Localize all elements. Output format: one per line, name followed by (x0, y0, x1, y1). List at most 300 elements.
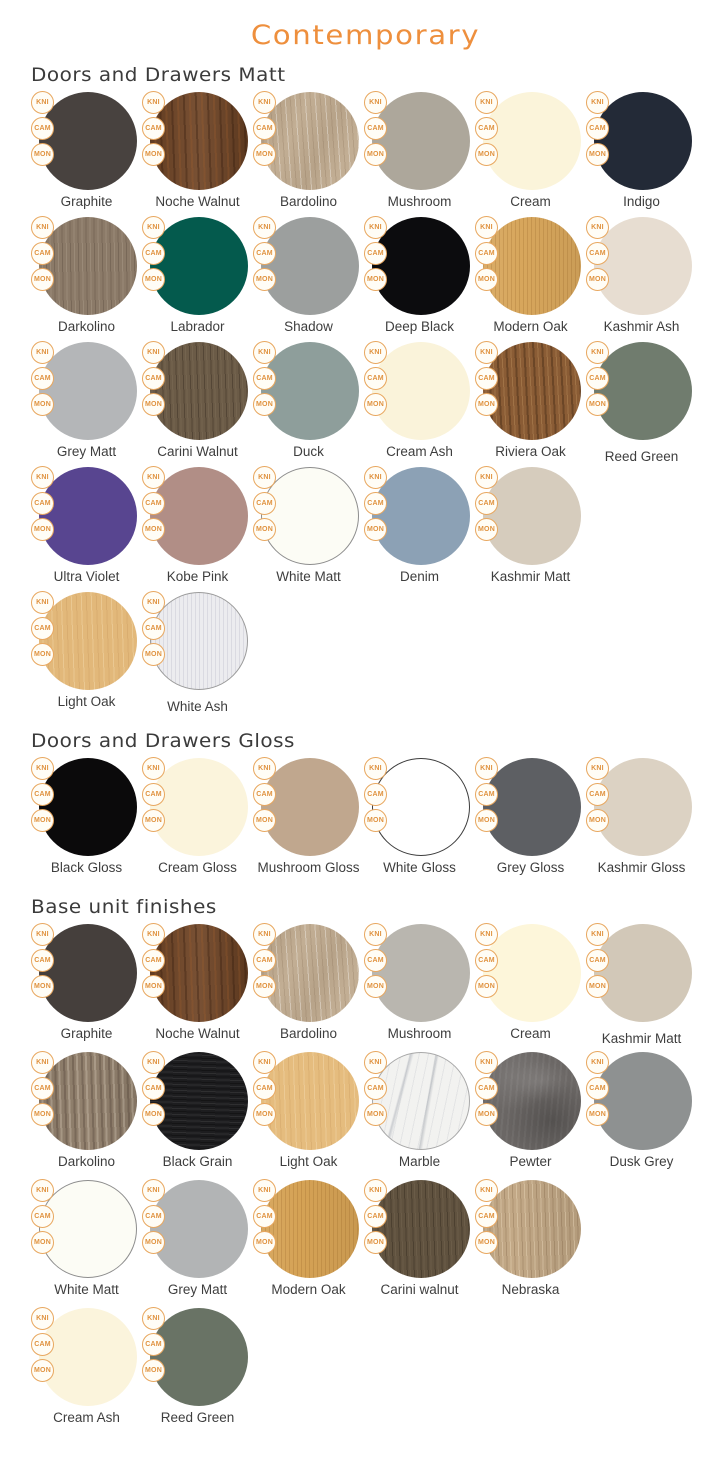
section-heading: Base unit finishes (31, 896, 217, 918)
range-badges (586, 1051, 609, 1126)
range-badges (364, 1179, 387, 1254)
range-badge-mon: MON (31, 975, 54, 998)
range-badge-mon: MON (142, 643, 165, 666)
range-badge-cam: CAM (364, 783, 387, 806)
range-badges (364, 757, 387, 832)
finish-swatch (586, 758, 697, 876)
range-badges (475, 1051, 498, 1126)
swatch-label: White Matt (54, 1282, 119, 1297)
range-badge-kni: KNI (253, 923, 276, 946)
finish-swatch (475, 342, 586, 460)
finish-swatch (475, 217, 586, 335)
range-badge-mon: MON (364, 1231, 387, 1254)
range-badge-cam: CAM (253, 242, 276, 265)
finish-swatch (253, 758, 364, 876)
range-badge-cam: CAM (31, 242, 54, 265)
range-badges (586, 341, 609, 416)
range-badges (364, 341, 387, 416)
range-badge-kni: KNI (142, 757, 165, 780)
range-badge-kni: KNI (31, 1179, 54, 1202)
range-badges (142, 1179, 165, 1254)
range-badge-mon: MON (142, 143, 165, 166)
range-badge-cam: CAM (475, 783, 498, 806)
finish-swatch (475, 92, 586, 210)
range-badges (253, 466, 276, 541)
range-badge-cam: CAM (142, 1205, 165, 1228)
range-badge-mon: MON (475, 809, 498, 832)
range-badge-cam: CAM (31, 117, 54, 140)
finish-swatch (364, 924, 475, 1042)
range-badge-cam: CAM (142, 242, 165, 265)
range-badge-kni: KNI (475, 466, 498, 489)
range-badge-mon: MON (142, 975, 165, 998)
range-badge-kni: KNI (364, 466, 387, 489)
range-badges (586, 216, 609, 291)
range-badges (364, 466, 387, 541)
range-badges (364, 1051, 387, 1126)
range-badge-cam: CAM (31, 1333, 54, 1356)
range-badge-cam: CAM (586, 367, 609, 390)
swatch-row (31, 467, 700, 585)
range-badge-kni: KNI (253, 91, 276, 114)
finish-swatch (31, 1180, 142, 1298)
swatch-label: Reed Green (604, 449, 679, 464)
range-badge-kni: KNI (364, 757, 387, 780)
range-badge-cam: CAM (586, 242, 609, 265)
range-badge-mon: MON (31, 268, 54, 291)
range-badge-kni: KNI (142, 1179, 165, 1202)
range-badge-kni: KNI (475, 91, 498, 114)
range-badges (586, 923, 609, 998)
finish-section (31, 730, 700, 876)
swatch-label: Darkolino (57, 1154, 116, 1169)
swatch-row (31, 1052, 700, 1170)
finish-swatch (364, 1180, 475, 1298)
range-badge-kni: KNI (253, 216, 276, 239)
range-badge-cam: CAM (253, 949, 276, 972)
finish-swatch (142, 342, 253, 460)
range-badge-kni: KNI (475, 341, 498, 364)
range-badge-kni: KNI (586, 923, 609, 946)
range-badge-kni: KNI (31, 341, 54, 364)
range-badges (253, 341, 276, 416)
finish-swatch (253, 342, 364, 460)
swatch-row (31, 592, 700, 714)
range-badge-kni: KNI (364, 341, 387, 364)
range-badges (31, 341, 54, 416)
range-badge-cam: CAM (364, 117, 387, 140)
range-badge-cam: CAM (475, 117, 498, 140)
swatch-label: Deep Black (384, 319, 455, 334)
range-badge-cam: CAM (253, 783, 276, 806)
finish-swatch (364, 342, 475, 460)
swatch-label: Cream Gloss (158, 860, 237, 875)
range-badge-mon: MON (364, 268, 387, 291)
swatch-label: Kobe Pink (166, 569, 229, 584)
swatch-label: Denim (399, 569, 439, 584)
finish-swatch (142, 467, 253, 585)
swatch-label: Nebraska (501, 1282, 560, 1297)
range-badge-mon: MON (142, 1231, 165, 1254)
section-heading: Doors and Drawers Gloss (31, 730, 295, 752)
range-badge-kni: KNI (31, 216, 54, 239)
range-badges (364, 91, 387, 166)
range-badges (475, 1179, 498, 1254)
swatch-label: Kashmir Gloss (597, 860, 686, 875)
range-badge-mon: MON (253, 1103, 276, 1126)
finish-swatch (586, 342, 697, 464)
finish-swatch (142, 924, 253, 1042)
range-badges (142, 216, 165, 291)
range-badge-cam: CAM (31, 617, 54, 640)
swatch-label: Light Oak (57, 694, 116, 709)
range-badge-mon: MON (253, 268, 276, 291)
swatch-row (31, 1180, 700, 1298)
range-badge-cam: CAM (31, 492, 54, 515)
finish-swatch (253, 924, 364, 1042)
range-badge-kni: KNI (142, 1051, 165, 1074)
range-badge-mon: MON (586, 1103, 609, 1126)
range-badge-cam: CAM (586, 783, 609, 806)
swatch-label: Shadow (284, 319, 333, 334)
swatch-label: Graphite (60, 194, 113, 209)
range-badges (364, 923, 387, 998)
range-badge-mon: MON (253, 975, 276, 998)
swatch-label: Reed Green (160, 1410, 235, 1425)
range-badge-cam: CAM (364, 242, 387, 265)
swatch-label: Cream Ash (386, 444, 453, 459)
range-badges (31, 757, 54, 832)
range-badge-mon: MON (31, 143, 54, 166)
finish-swatch (475, 1052, 586, 1170)
range-badge-cam: CAM (142, 949, 165, 972)
range-badge-mon: MON (475, 1103, 498, 1126)
swatch-row (31, 92, 700, 210)
finish-swatch (142, 1180, 253, 1298)
range-badges (586, 91, 609, 166)
range-badges (142, 591, 165, 666)
swatch-label: Mushroom (387, 1026, 452, 1041)
swatch-label: Noche Walnut (155, 1026, 240, 1041)
range-badge-kni: KNI (475, 757, 498, 780)
range-badges (253, 923, 276, 998)
swatch-label: Riviera Oak (495, 444, 566, 459)
range-badge-cam: CAM (142, 367, 165, 390)
range-badge-kni: KNI (142, 466, 165, 489)
range-badge-mon: MON (253, 143, 276, 166)
range-badge-cam: CAM (31, 367, 54, 390)
range-badge-kni: KNI (142, 91, 165, 114)
swatch-row (31, 1308, 700, 1426)
range-badge-mon: MON (31, 809, 54, 832)
range-badge-kni: KNI (142, 216, 165, 239)
finish-swatch (142, 758, 253, 876)
range-badge-mon: MON (475, 393, 498, 416)
finish-swatch (253, 92, 364, 210)
finish-swatch (31, 217, 142, 335)
finish-swatch (475, 1180, 586, 1298)
swatch-label: Mushroom (387, 194, 452, 209)
range-badges (586, 757, 609, 832)
range-badges (475, 757, 498, 832)
range-badge-mon: MON (475, 268, 498, 291)
swatch-label: Marble (398, 1154, 441, 1169)
range-badges (142, 1051, 165, 1126)
range-badge-cam: CAM (142, 1077, 165, 1100)
range-badge-kni: KNI (364, 923, 387, 946)
finish-swatch (31, 758, 142, 876)
finish-swatch (475, 467, 586, 585)
range-badge-kni: KNI (253, 466, 276, 489)
section-rows (31, 924, 700, 1426)
range-badge-kni: KNI (364, 91, 387, 114)
range-badges (253, 1179, 276, 1254)
range-badge-mon: MON (142, 518, 165, 541)
swatch-label: Indigo (623, 194, 660, 209)
finish-swatch (142, 592, 253, 714)
swatch-label: Kashmir Ash (603, 319, 680, 334)
range-badges (142, 91, 165, 166)
range-badges (142, 923, 165, 998)
range-badge-cam: CAM (586, 949, 609, 972)
range-badges (253, 1051, 276, 1126)
range-badges (253, 216, 276, 291)
range-badge-kni: KNI (253, 1051, 276, 1074)
swatch-label: Carini walnut (380, 1282, 459, 1297)
finish-swatch (31, 92, 142, 210)
range-badge-mon: MON (364, 1103, 387, 1126)
range-badge-cam: CAM (364, 492, 387, 515)
range-badge-kni: KNI (142, 1307, 165, 1330)
range-badge-cam: CAM (142, 492, 165, 515)
range-badge-mon: MON (253, 393, 276, 416)
range-badge-cam: CAM (586, 1077, 609, 1100)
range-badges (475, 923, 498, 998)
range-badge-mon: MON (475, 1231, 498, 1254)
finish-swatch (142, 217, 253, 335)
range-badge-cam: CAM (475, 367, 498, 390)
range-badges (253, 91, 276, 166)
range-badge-kni: KNI (31, 1307, 54, 1330)
range-badge-mon: MON (586, 809, 609, 832)
finish-swatch (475, 924, 586, 1042)
finish-swatch (586, 92, 697, 210)
finish-swatch (142, 1052, 253, 1170)
swatch-label: Cream (510, 194, 551, 209)
swatch-label: Modern Oak (271, 1282, 346, 1297)
range-badges (475, 91, 498, 166)
range-badge-mon: MON (31, 1359, 54, 1382)
finish-swatch (364, 92, 475, 210)
range-badge-kni: KNI (253, 341, 276, 364)
swatch-label: Cream (510, 1026, 551, 1041)
range-badge-kni: KNI (31, 757, 54, 780)
finish-swatch (253, 1052, 364, 1170)
finish-swatch (364, 758, 475, 876)
range-badges (31, 591, 54, 666)
range-badge-cam: CAM (364, 1205, 387, 1228)
range-badge-mon: MON (142, 1103, 165, 1126)
page-title: Contemporary (250, 20, 481, 51)
page-container (0, 20, 714, 1426)
range-badge-kni: KNI (364, 216, 387, 239)
range-badges (475, 216, 498, 291)
range-badge-mon: MON (31, 1103, 54, 1126)
range-badges (253, 757, 276, 832)
sections (31, 64, 700, 1426)
range-badge-cam: CAM (31, 949, 54, 972)
range-badge-cam: CAM (364, 1077, 387, 1100)
range-badges (31, 466, 54, 541)
range-badge-kni: KNI (364, 1179, 387, 1202)
finish-swatch (142, 1308, 253, 1426)
range-badge-kni: KNI (586, 341, 609, 364)
finish-swatch (586, 924, 697, 1046)
swatch-label: Mushroom Gloss (257, 860, 360, 875)
range-badge-cam: CAM (142, 1333, 165, 1356)
range-badge-kni: KNI (253, 1179, 276, 1202)
range-badge-cam: CAM (475, 1205, 498, 1228)
swatch-label: Duck (293, 444, 324, 459)
swatch-label: Graphite (60, 1026, 113, 1041)
range-badges (475, 466, 498, 541)
range-badge-cam: CAM (253, 492, 276, 515)
swatch-row (31, 217, 700, 335)
range-badge-cam: CAM (142, 617, 165, 640)
brochure-page (0, 20, 714, 1465)
finish-swatch (31, 1052, 142, 1170)
finish-swatch (31, 1308, 142, 1426)
range-badge-mon: MON (142, 1359, 165, 1382)
range-badge-cam: CAM (364, 367, 387, 390)
finish-swatch (586, 217, 697, 335)
range-badge-cam: CAM (142, 783, 165, 806)
range-badge-mon: MON (364, 518, 387, 541)
range-badge-kni: KNI (475, 1051, 498, 1074)
range-badge-mon: MON (142, 393, 165, 416)
range-badge-mon: MON (586, 393, 609, 416)
range-badge-mon: MON (364, 143, 387, 166)
swatch-label: Kashmir Matt (601, 1031, 682, 1046)
swatch-label: Ultra Violet (53, 569, 120, 584)
range-badge-mon: MON (364, 975, 387, 998)
range-badge-kni: KNI (475, 923, 498, 946)
range-badge-kni: KNI (142, 923, 165, 946)
finish-swatch (31, 467, 142, 585)
finish-swatch (253, 1180, 364, 1298)
range-badges (142, 341, 165, 416)
range-badge-kni: KNI (475, 1179, 498, 1202)
range-badge-mon: MON (253, 1231, 276, 1254)
range-badge-cam: CAM (364, 949, 387, 972)
swatch-label: White Ash (167, 699, 228, 714)
range-badge-mon: MON (586, 143, 609, 166)
section-heading: Doors and Drawers Matt (31, 64, 286, 86)
swatch-row (31, 342, 700, 464)
range-badge-cam: CAM (475, 492, 498, 515)
range-badge-kni: KNI (142, 591, 165, 614)
range-badge-kni: KNI (31, 1051, 54, 1074)
swatch-label: Noche Walnut (155, 194, 240, 209)
swatch-label: Modern Oak (493, 319, 568, 334)
range-badge-cam: CAM (31, 783, 54, 806)
range-badge-cam: CAM (253, 117, 276, 140)
range-badge-mon: MON (142, 268, 165, 291)
swatch-label: Bardolino (279, 1026, 338, 1041)
range-badge-mon: MON (586, 268, 609, 291)
range-badge-mon: MON (253, 518, 276, 541)
range-badge-cam: CAM (475, 242, 498, 265)
finish-swatch (253, 217, 364, 335)
range-badge-cam: CAM (253, 367, 276, 390)
section-rows (31, 758, 700, 876)
range-badge-cam: CAM (31, 1077, 54, 1100)
finish-swatch (31, 342, 142, 460)
swatch-label: Black Gloss (50, 860, 123, 875)
swatch-label: Light Oak (279, 1154, 338, 1169)
range-badges (31, 216, 54, 291)
range-badge-mon: MON (31, 518, 54, 541)
range-badge-cam: CAM (253, 1205, 276, 1228)
finish-section (31, 896, 700, 1426)
range-badges (31, 1051, 54, 1126)
range-badge-mon: MON (31, 1231, 54, 1254)
swatch-label: Labrador (170, 319, 225, 334)
range-badge-kni: KNI (253, 757, 276, 780)
swatch-label: Dusk Grey (609, 1154, 674, 1169)
swatch-label: Grey Matt (167, 1282, 228, 1297)
range-badges (142, 466, 165, 541)
range-badge-mon: MON (31, 393, 54, 416)
range-badge-mon: MON (475, 518, 498, 541)
range-badge-cam: CAM (31, 1205, 54, 1228)
finish-swatch (475, 758, 586, 876)
swatch-label: Cream Ash (53, 1410, 120, 1425)
range-badge-mon: MON (364, 809, 387, 832)
range-badge-kni: KNI (31, 923, 54, 946)
range-badge-cam: CAM (253, 1077, 276, 1100)
range-badges (475, 341, 498, 416)
range-badge-kni: KNI (586, 757, 609, 780)
finish-swatch (364, 1052, 475, 1170)
range-badge-kni: KNI (31, 466, 54, 489)
swatch-label: Grey Matt (56, 444, 117, 459)
range-badge-cam: CAM (142, 117, 165, 140)
range-badge-mon: MON (31, 643, 54, 666)
range-badge-cam: CAM (475, 949, 498, 972)
finish-swatch (31, 924, 142, 1042)
range-badge-kni: KNI (31, 591, 54, 614)
range-badge-kni: KNI (475, 216, 498, 239)
swatch-row (31, 758, 700, 876)
swatch-row (31, 924, 700, 1046)
swatch-label: Kashmir Matt (490, 569, 571, 584)
range-badges (31, 1307, 54, 1382)
finish-section (31, 64, 700, 714)
range-badge-kni: KNI (586, 216, 609, 239)
range-badge-mon: MON (475, 975, 498, 998)
range-badges (31, 91, 54, 166)
swatch-label: Darkolino (57, 319, 116, 334)
swatch-label: Carini Walnut (157, 444, 238, 459)
swatch-label: Pewter (509, 1154, 552, 1169)
range-badge-cam: CAM (475, 1077, 498, 1100)
range-badge-cam: CAM (586, 117, 609, 140)
range-badges (142, 1307, 165, 1382)
finish-swatch (142, 92, 253, 210)
range-badge-kni: KNI (31, 91, 54, 114)
range-badge-mon: MON (586, 975, 609, 998)
